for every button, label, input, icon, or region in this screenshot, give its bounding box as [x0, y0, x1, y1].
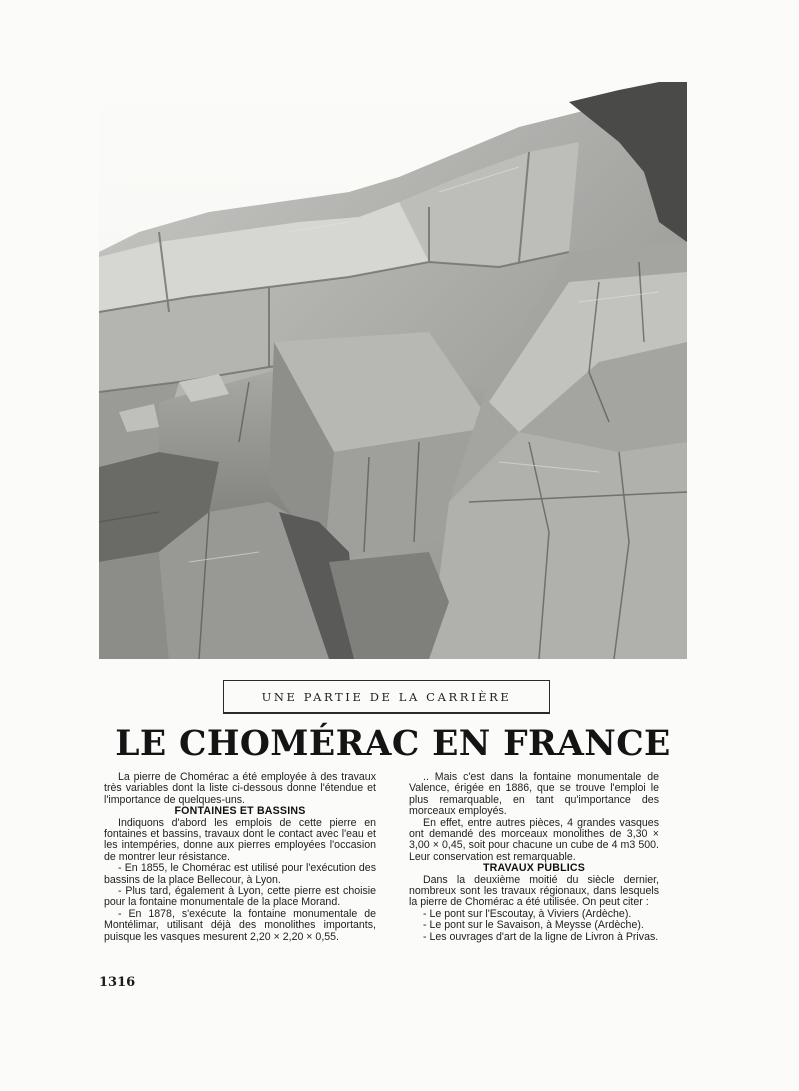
list-item: - Les ouvrages d'art de la ligne de Livron à Privas.: [423, 930, 659, 943]
right-column: [409, 772, 659, 943]
list-item: - Le pont sur l'Escoutay, à Viviers (Ardèche).: [423, 907, 632, 920]
photo-caption: UNE PARTIE DE LA CARRIÈRE: [261, 689, 512, 704]
list-item: - Le pont sur le Savaison, à Meysse (Ardèche).: [423, 919, 644, 932]
quarry-photograph: [99, 82, 687, 659]
section-heading-travaux: TRAVAUX PUBLICS: [482, 862, 586, 875]
public-works-list: [409, 909, 659, 943]
intro-paragraph: La pierre de Chomérac a été employée à des travaux très variables dont la liste ci-dessous donne l'étendue et l'importance de quelques-uns.: [104, 771, 376, 806]
paragraph: Indiquons d'abord les emplois de cette pierre en fontaines et bassins, travaux dont le contact avec l'eau et les intempéries, donne aux pierres employées l'occasion de montrer leur résistance.: [104, 816, 376, 863]
paragraph: - En 1855, le Chomérac est utilisé pour l'exécution des bassins de la place Bellecour, à Lyon.: [104, 862, 376, 886]
left-column: [104, 772, 376, 943]
quarry-illustration: [99, 82, 687, 659]
section-heading-fontaines: FONTAINES ET BASSINS: [174, 805, 306, 818]
paragraph: Dans la deuxième moitié du siècle dernier, nombreux sont les travaux régionaux, dans lesquels la pierre de Chomérac a été utilisée. On peut citer :: [409, 873, 659, 909]
paragraph: - Plus tard, également à Lyon, cette pierre est choisie pour la fontaine monumentale de la place Morand.: [104, 885, 376, 909]
page-number: 1316: [99, 975, 136, 990]
photo-caption-box: [223, 680, 550, 714]
paragraph: .. Mais c'est dans la fontaine monumentale de Valence, érigée en 1886, que se trouve l'emploi le plus remarquable, en tant qu'importance des morceaux employés.: [409, 771, 659, 818]
paragraph: - En 1878, s'exécute la fontaine monumentale de Montélimar, utilisant déjà des monolithes importants, puisque les vasques mesurent 2,20 × 2,20 × 0,55.: [104, 907, 376, 943]
paragraph: En effet, entre autres pièces, 4 grandes vasques ont demandé des morceaux monolithes de 3,30 × 3,00 × 0,45, soit pour chacune un cube de 4 m3 500. Leur conservation est remarquable.: [409, 816, 659, 863]
article-title: LE CHOMÉRAC EN FRANCE: [115, 724, 671, 764]
